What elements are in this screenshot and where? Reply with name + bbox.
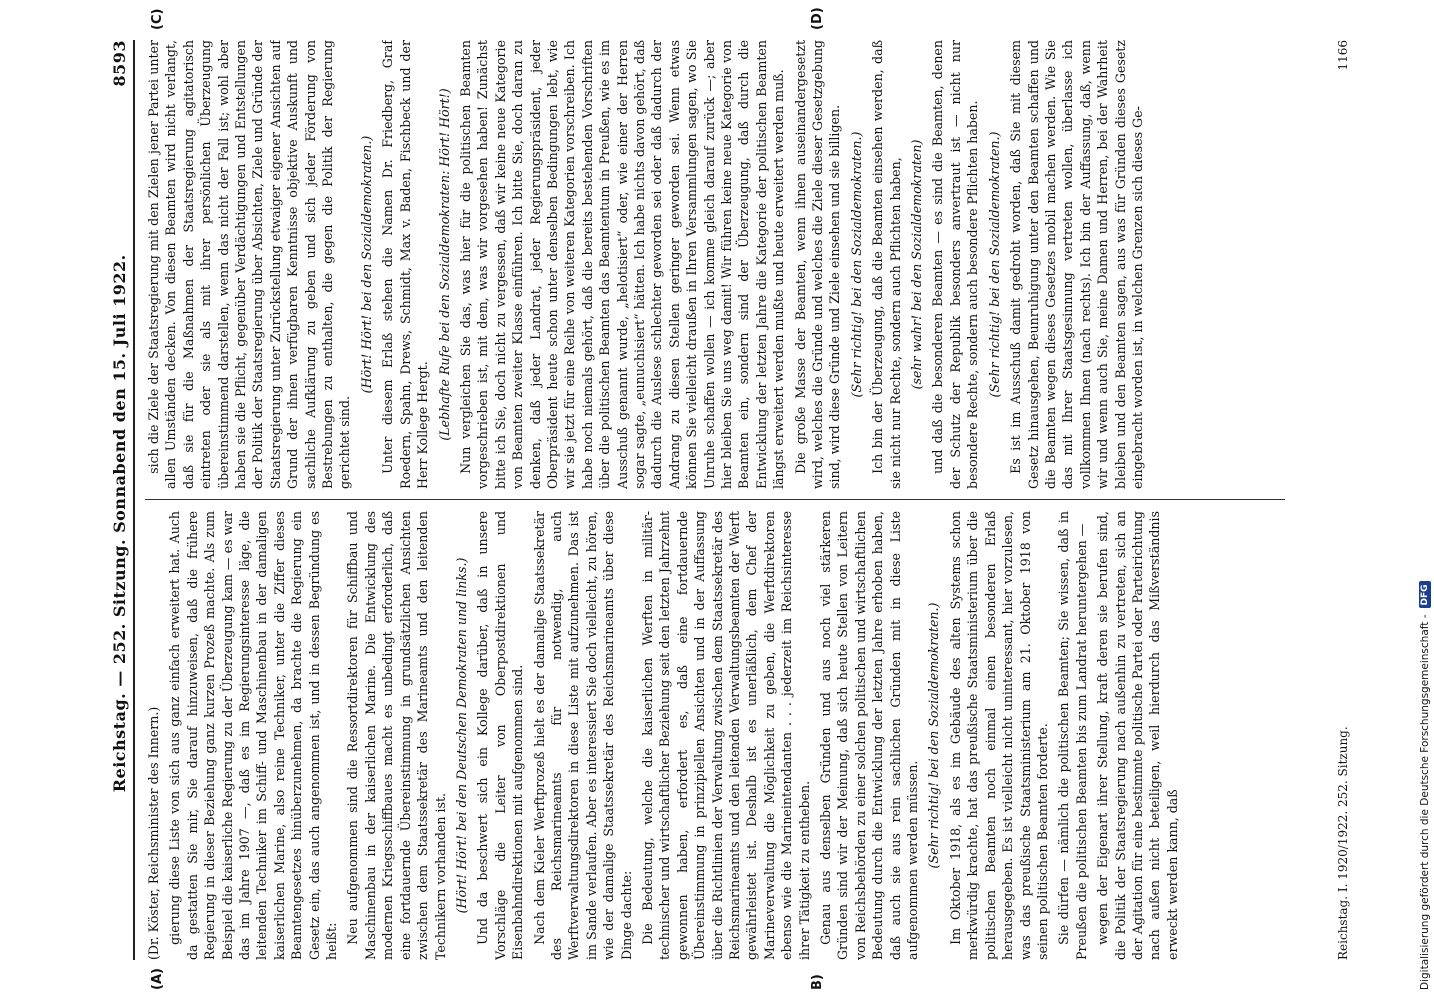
page-title: Reichstag. — 252. Sitzung. Sonnabend den 15. Juli 1922. bbox=[110, 254, 129, 793]
paragraph: wegen der Eigenart ihrer Stellung, kraft deren sie berufen sind, die Politik der Staatsregierung nach außenhin zu vertreten, sich an der Agitation für eine bestimmte politische Partei oder Parteirichtung nach außen nicht beteiligen, weil hierdurch das Mißverständnis erweckt werden kann, daß bbox=[1095, 511, 1180, 960]
paragraph: Neu aufgenommen sind die Ressortdirektoren für Schiffbau und Maschinenbau in der kaiserlichen Marine. Die Entwicklung des modernen Kriegsschiffbaues macht es unbedingt erforderlich, daß eine fortdauernde Übereinstimmung in grundsätzlichen Ansichten zwischen dem Staatssekretär des Marineamts und den leitenden Technikern vorhanden ist. bbox=[345, 511, 448, 960]
text-columns bbox=[145, 40, 1285, 960]
right-column bbox=[145, 40, 1285, 489]
paragraph: Die Bedeutung, welche die kaiserlichen Werften in militär-technischer und wirtschaftlicher Beziehung seit den letzten Jahrzehnt gewonnen haben, erfordert es, daß eine fortdauernde Übereinstimmung in prinzipiellen Ansichten und in der Auffassung über die Richtlinien der Verwaltung zwischen dem Staatssekretär des Reichsmarineamts und den leitenden Verwaltungsbeamten der Werft gewährleistet ist. Deshalb ist es unerläßlich, dem Chef der Marineverwaltung die Möglichkeit zu geben, die Werftdirektoren ebenso wie die Marineintendanten . . . jederzeit im Reichsinteresse ihrer Tätigkeit zu entheben. bbox=[639, 511, 812, 960]
page-number: 8593 bbox=[110, 40, 129, 87]
interjection: (Sehr richtig! bei den Sozialdemokraten.) bbox=[986, 131, 1002, 398]
interjection: (Hört! Hört! bei den Sozialdemokraten.) bbox=[358, 135, 374, 394]
margin-marker-b: B) bbox=[810, 974, 825, 990]
paragraph: sich die Ziele der Staatsregierung mit den Zielen jener Partei unter allen Umständen decken. Von diesen Beamten wird nicht verlangt, daß sie für die Maßnahmen der Staatsregierung agitatorisch eintreten oder sie als mit ihrer persönlichen Überzeugung übereinstimmend darstellen, wenn das nicht der Fall ist; wohl aber haben sie die Pflicht, gegenüber Verdächtigungen und Entstellungen der Politik der Staatsregierung über Absichten, Ziele und Gründe der Staatsregierung unter Zurückstellung etwaiger eigener Ansichten auf Grund der ihnen verfügbaren Kenntnisse objektive Auskunft und sachliche Aufklärung zu geben und sich jeder Förderung von Bestrebungen zu enthalten, die gegen die Politik der Regierung gerichtet sind. bbox=[146, 40, 353, 489]
page-header bbox=[110, 40, 135, 960]
margin-marker-d: (D) bbox=[810, 7, 825, 30]
interjection: (Lebhafte Rufe bei den Sozialdemokraten: Hört! Hört!) bbox=[436, 88, 452, 441]
side-strip bbox=[1408, 0, 1434, 1000]
footer-page-number: 1166 bbox=[1336, 40, 1350, 71]
paragraph: Ich bin der Überzeugung, daß die Beamten einsehen werden, daß sie nicht nur Rechte, sondern auch Pflichten haben, bbox=[870, 40, 903, 489]
paragraph: Es ist im Ausschuß damit gedroht worden, daß Sie mit diesem Gesetz hinausgehen, Beunruhigung unter den Beamten schaffen und die Beamten wegen dieses Gesetzes mobil machen werden. Wie Sie das mit Ihrer Staatsgesinnung vertreten wollen, überlasse ich vollkommen Ihnen (nach rechts). Ich bin der Auffassung, daß, wenn wir und wenn auch Sie, meine Damen und Herren, bei der Wahrheit bleiben und den Beamten sagen, aus was für Gründen dieses Gesetz eingebracht worden ist, in welchen Grenzen sich dieses Ge- bbox=[1008, 40, 1145, 489]
page-footer bbox=[1336, 40, 1350, 960]
column-divider bbox=[145, 499, 1285, 500]
page-body bbox=[110, 7, 1350, 990]
paragraph: gierung diese Liste von sich aus ganz einfach erweitert hat. Auch da gestatten Sie mir, Sie darauf hinzuweisen, daß die frühere Regierung in dieser Beziehung ganz kurzen Prozeß machte. Als zum Beispiel die kaiserliche Regierung zu der Überzeugung kam — es war das im Jahre 1907 —, daß es im Regierungsinteresse läge, die leitenden Techniker im Schiff- und Maschinenbau in der damaligen kaiserlichen Marine, also reine Techniker, unter die Ziffer dieses Beamtengesetzes hinüberzunehmen, da brachte die Regierung ein Gesetz ein, das auch angenommen ist, und in dessen Begründung es heißt: bbox=[167, 511, 340, 960]
speaker-line: (Dr. Köster, Reichsminister des Innern.) bbox=[146, 706, 161, 960]
paragraph: Im Oktober 1918, als es im Gebäude des alten Systems schon merkwürdig krachte, hat das preußische Staatsministerium über die politischen Beamten noch einmal einen besonderen Erlaß herausgegeben. Es ist vielleicht nicht uninteressant, hier vorzulesen, was das preußische Staatsministerium am 21. Oktober 1918 von seinen politischen Beamten forderte. bbox=[947, 511, 1050, 960]
dfg-logo: DFG bbox=[1419, 581, 1431, 608]
footer-source: Reichstag. I. 1920/1922. 252. Sitzung. bbox=[1336, 726, 1350, 960]
margin-marker-a: (A) bbox=[150, 968, 165, 990]
margin-marker-c: (C) bbox=[150, 8, 165, 30]
paragraph: Genau aus denselben Gründen und aus noch viel stärkeren Gründen sind wir der Meinung, daß sich heute Stellen von Leitern von Reichsbehörden zu einer solchen politischen und wirtschaftlichen Bedeutung durch die Entwicklung der letzten Jahre erhoben haben, daß auch sie aus rein sachlichen Gründen mit in diese Liste aufgenommen werden müssen. bbox=[818, 511, 921, 960]
interjection: (sehr wahr! bei den Sozialdemokraten) bbox=[909, 139, 925, 390]
funding-text: Digitalisierung gefördert durch die Deutsche Forschungsgemeinschaft - bbox=[1419, 614, 1431, 990]
paragraph: Die große Masse der Beamten, wenn ihnen auseinandergesetzt wird, welches die Gründe und welches die Ziele dieser Gesetzgebung sind, wird diese Gründe und Ziele einsehen und sie billigen. bbox=[792, 40, 843, 489]
funding-note bbox=[1412, 0, 1434, 1000]
paragraph: Unter diesem Erlaß stehen die Namen Dr. Friedberg, Graf Roedern, Spahn, Drews, Schmidt, Max v. Baden, Fischbeck und der Herr Kollege Hergt. bbox=[380, 40, 431, 489]
interjection: (Sehr richtig! bei den Sozialdemokraten.) bbox=[848, 131, 864, 398]
paragraph: Sie dürfen — nämlich die politischen Beamten; Sie wissen, daß in Preußen die politischen Beamten bis zum Landrat heruntergehen — bbox=[1056, 511, 1089, 960]
paragraph: Nach dem Kieler Werftprozeß hielt es der damalige Staatssekretär des Reichsmarineamts für notwendig, auch Werftverwaltungsdirektoren in diese Liste mit aufzunehmen. Das ist im Sande verlaufen. Aber es interessiert Sie doch vielleicht, zu hören, wie der damalige Staatssekretär des Reichsmarineamts über diese Dinge dachte: bbox=[531, 511, 634, 960]
paragraph: und daß die besonderen Beamten — es sind die Beamten, denen der Schutz der Republik besonders anvertraut ist — nicht nur besondere Rechte, sondern auch besondere Pflichten haben. bbox=[930, 40, 981, 489]
paragraph: Und da beschwert sich ein Kollege darüber, daß in unsere Vorschläge die Leiter von Oberpostdirektionen und Eisenbahndirektionen mit aufgenommen sind. bbox=[475, 511, 526, 960]
interjection: (Sehr richtig! bei den Sozialdemokraten.) bbox=[926, 602, 942, 869]
left-column bbox=[145, 511, 1285, 960]
paragraph: Nun vergleichen Sie das, was hier für die politischen Beamten vorgeschrieben ist, mit dem, was wir vorgesehen haben! Zunächst bitte ich Sie, doch nicht zu vergessen, daß wir keine neue Kategorie von Beamten zweiter Klasse einführen. Ich bitte Sie, doch daran zu denken, daß jeder Landrat, jeder Regierungspräsident, jeder Oberpräsident heute schon unter denselben Bedingungen lebt, wie wir sie jetzt für eine Reihe von weiteren Kategorien vorschreiben. Ich habe noch niemals gehört, daß die bereits bestehenden Vorschriften über die politischen Beamten das Beamtentum in Preußen, wie es im Ausschuß genannt wurde, „helotisiert“ oder, wie einer der Herren sogar sagte, „eunuchisiert“ hätten. Ich habe nichts davon gehört, daß dadurch die Auslese schlechter geworden sei oder daß dadurch der Andrang zu diesen Stellen geringer geworden sei. Wenn etwas können Sie vielleicht draußen in Ihren Versammlungen sagen, wo Sie Unruhe schaffen wollen — ich komme gleich darauf zurück —; aber hier bleiben Sie uns weg damit! Wir führen keine neue Kategorie von Beamten ein, sondern sind der Überzeugung, daß durch die Entwicklung der letzten Jahre die Kategorie der politischen Beamten längst erweitert werden mußte und heute erweitert werden muß. bbox=[457, 40, 787, 489]
interjection: (Hört! Hört! bei den Deutschen Demokraten und links.) bbox=[453, 557, 469, 914]
